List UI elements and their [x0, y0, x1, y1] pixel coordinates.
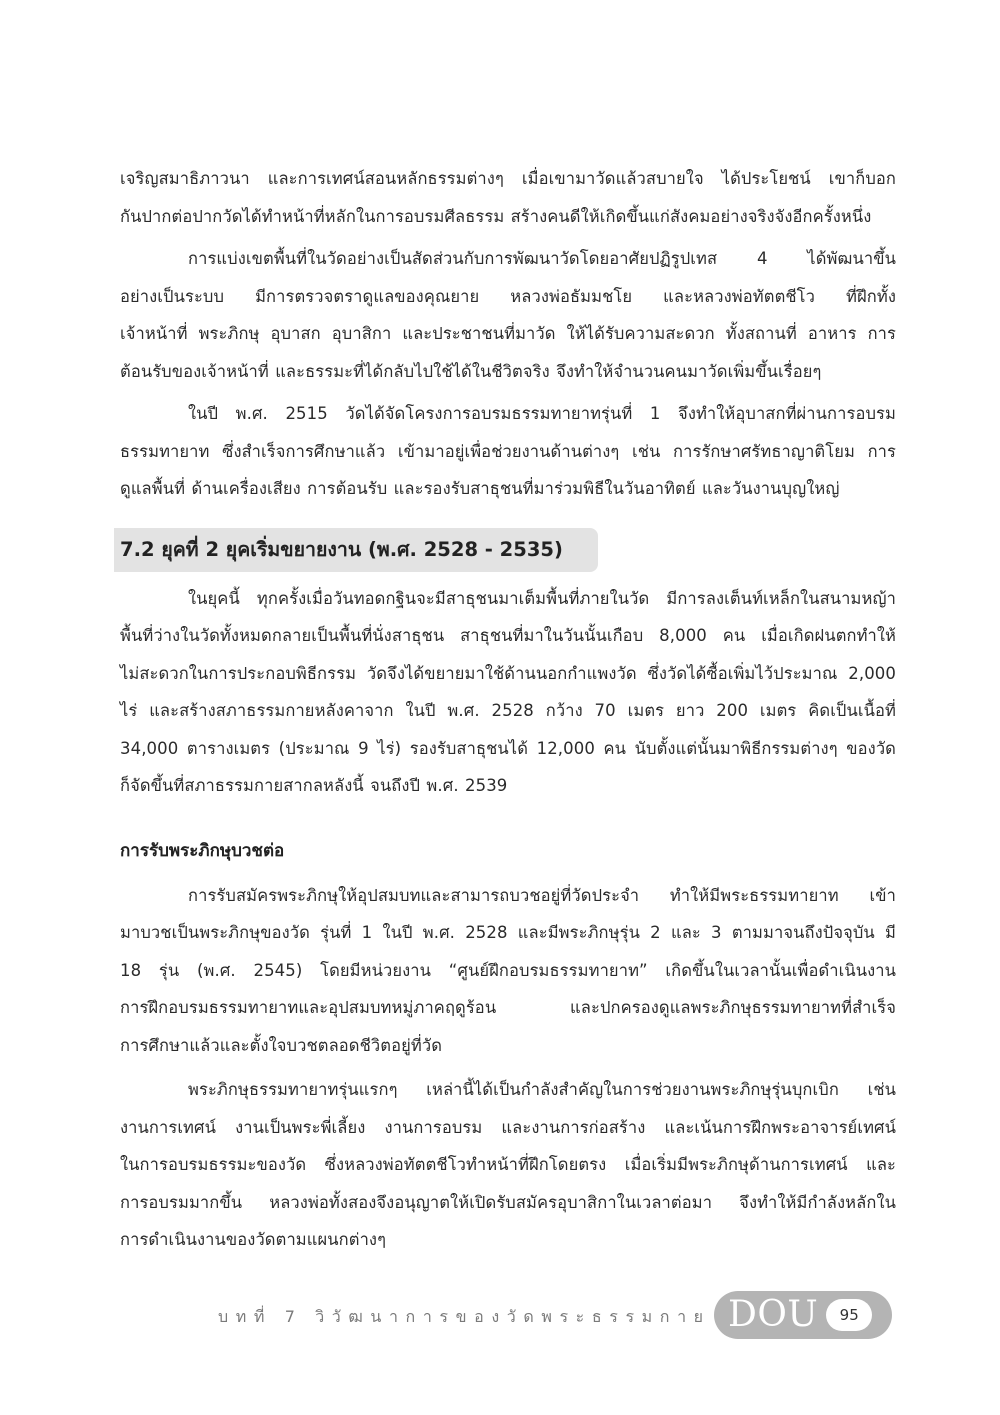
- chapter-title: บทที่ 7 วิวัฒนาการของวัดพระธรรมกาย: [218, 1306, 711, 1326]
- subsection-heading: การรับพระภิกษุบวชต่อ: [120, 840, 285, 861]
- paragraph-line: ธรรมทายาท ซึ่งสำเร็จการศึกษาแล้ว เข้ามาอยู่เพื่อช่วยงานด้านต่างๆ เช่น การรักษาศรัทธาญาติโยม การ: [120, 441, 896, 461]
- dou-logo: DOU: [728, 1294, 819, 1335]
- paragraph-line: การศึกษาแล้วและตั้งใจบวชตลอดชีวิตอยู่ที่วัด: [120, 1035, 443, 1055]
- paragraph-line: การดำเนินงานของวัดตามแผนกต่างๆ: [120, 1230, 387, 1249]
- section-heading: 7.2 ยุคที่ 2 ยุคเริ่มขยายงาน (พ.ศ. 2528 - 2535): [114, 528, 598, 572]
- paragraph-line: เจริญสมาธิภาวนา และการเทศน์สอนหลักธรรมต่างๆ เมื่อเขามาวัดแล้วสบายใจ ได้ประโยชน์ เขาก็บอก: [120, 169, 896, 188]
- paragraph-line: ในปี พ.ศ. 2515 วัดได้จัดโครงการอบรมธรรมทายาทรุ่นที่ 1 จึงทำให้อุบาสกที่ผ่านการอบรม: [188, 404, 896, 423]
- paragraph-line: อย่างเป็นระบบ มีการตรวจตราดูแลของคุณยาย หลวงพ่อธัมมชโย และหลวงพ่อทัตตชีโว ที่ฝึกทั้ง: [120, 286, 896, 306]
- paragraph-line: การฝึกอบรมธรรมทายาทและอุปสมบทหมู่ภาคฤดูร้อน และปกครองดูแลพระภิกษุธรรมทายาทที่สำเร็จ: [120, 998, 896, 1017]
- paragraph-line: ต้อนรับของเจ้าหน้าที่ และธรรมะที่ได้กลับไปใช้ได้ในชีวิตจริง จึงทำให้จำนวนคนมาวัดเพิ่มขึ้นเรื่อยๆ: [120, 361, 822, 381]
- paragraph-line: 18 รุ่น (พ.ศ. 2545) โดยมีหน่วยงาน “ศูนย์ฝึกอบรมธรรมทายาท” เกิดขึ้นในเวลานั้นเพื่อดำเนินงาน: [120, 960, 896, 980]
- page-content: [120, 160, 896, 1259]
- dou-badge: [714, 1291, 892, 1339]
- paragraph-line: ดูแลพื้นที่ ด้านเครื่องเสียง การต้อนรับ และรองรับสาธุชนที่มาร่วมพิธีในวันอาทิตย์ และวันงานบุญใหญ่: [120, 479, 840, 498]
- paragraph-line: พระภิกษุธรรมทายาทรุ่นแรกๆ เหล่านี้ได้เป็นกำลังสำคัญในการช่วยงานพระภิกษุรุ่นบุกเบิก เช่น: [188, 1080, 896, 1099]
- paragraph-line: เจ้าหน้าที่ พระภิกษุ อุบาสก อุบาสิกา และประชาชนที่มาวัด ให้ได้รับความสะดวก ทั้งสถานที่ อาหาร การ: [120, 324, 896, 343]
- paragraph-line: ก็จัดขึ้นที่สภาธรรมกายสากลหลังนี้ จนถึงปี พ.ศ. 2539: [120, 776, 508, 795]
- page-footer: [218, 1295, 711, 1339]
- paragraph-line: งานการเทศน์ งานเป็นพระพี่เลี้ยง งานการอบรม และงานการก่อสร้าง และเน้นการฝึกพระอาจารย์เทศน์: [120, 1117, 896, 1137]
- paragraph-line: 34,000 ตารางเมตร (ประมาณ 9 ไร่) รองรับสาธุชนได้ 12,000 คน นับตั้งแต่นั้นมาพิธีกรรมต่างๆ ของวัด: [120, 738, 896, 758]
- paragraph-line: พื้นที่ว่างในวัดทั้งหมดกลายเป็นพื้นที่นั่งสาธุชน สาธุชนที่มาในวันนั้นเกือบ 8,000 คน เมื่อเกิดฝนตกทำให้: [120, 626, 896, 645]
- paragraph-line: การรับสมัครพระภิกษุให้อุปสมบทและสามารถบวชอยู่ที่วัดประจำ ทำให้มีพระธรรมทายาท เข้า: [188, 885, 896, 905]
- paragraph-line: ในยุคนี้ ทุกครั้งเมื่อวันทอดกฐินจะมีสาธุชนมาเต็มพื้นที่ภายในวัด มีการลงเต็นท์เหล็กในสนามหญ้า: [188, 588, 896, 608]
- paragraph-line: การแบ่งเขตพื้นที่ในวัดอย่างเป็นสัดส่วนกับการพัฒนาวัดโดยอาศัยปฏิรูปเทส 4 ได้พัฒนาขึ้น: [188, 249, 896, 268]
- paragraph-line: ไร่ และสร้างสภาธรรมกายหลังคาจาก ในปี พ.ศ. 2528 กว้าง 70 เมตร ยาว 200 เมตร คิดเป็นเนื้อที่: [120, 701, 896, 720]
- paragraph-line: การอบรมมากขึ้น หลวงพ่อทั้งสองจึงอนุญาตให้เปิดรับสมัครอุบาสิกาในเวลาต่อมา จึงทำให้มีกำลังหลักใน: [120, 1192, 896, 1212]
- paragraph-line: ในการอบรมธรรมะของวัด ซึ่งหลวงพ่อทัตตชีโวทำหน้าที่ฝึกโดยตรง เมื่อเริ่มมีพระภิกษุด้านการเทศน์ และ: [120, 1155, 896, 1174]
- paragraph-line: มาบวชเป็นพระภิกษุของวัด รุ่นที่ 1 ในปี พ.ศ. 2528 และมีพระภิกษุรุ่น 2 และ 3 ตามมาจนถึงปัจจุบัน มี: [120, 923, 896, 942]
- paragraph-line: กันปากต่อปากวัดได้ทำหน้าที่หลักในการอบรมศีลธรรม สร้างคนดีให้เกิดขึ้นแก่สังคมอย่างจริงจังอีกครั้งหนึ่ง: [120, 206, 872, 226]
- page-number: 95: [826, 1299, 872, 1331]
- paragraph-line: ไม่สะดวกในการประกอบพิธีกรรม วัดจึงได้ขยายมาใช้ด้านนอกกำแพงวัด ซึ่งวัดได้ซื้อเพิ่มไว้ประมาณ 2,000: [120, 663, 896, 683]
